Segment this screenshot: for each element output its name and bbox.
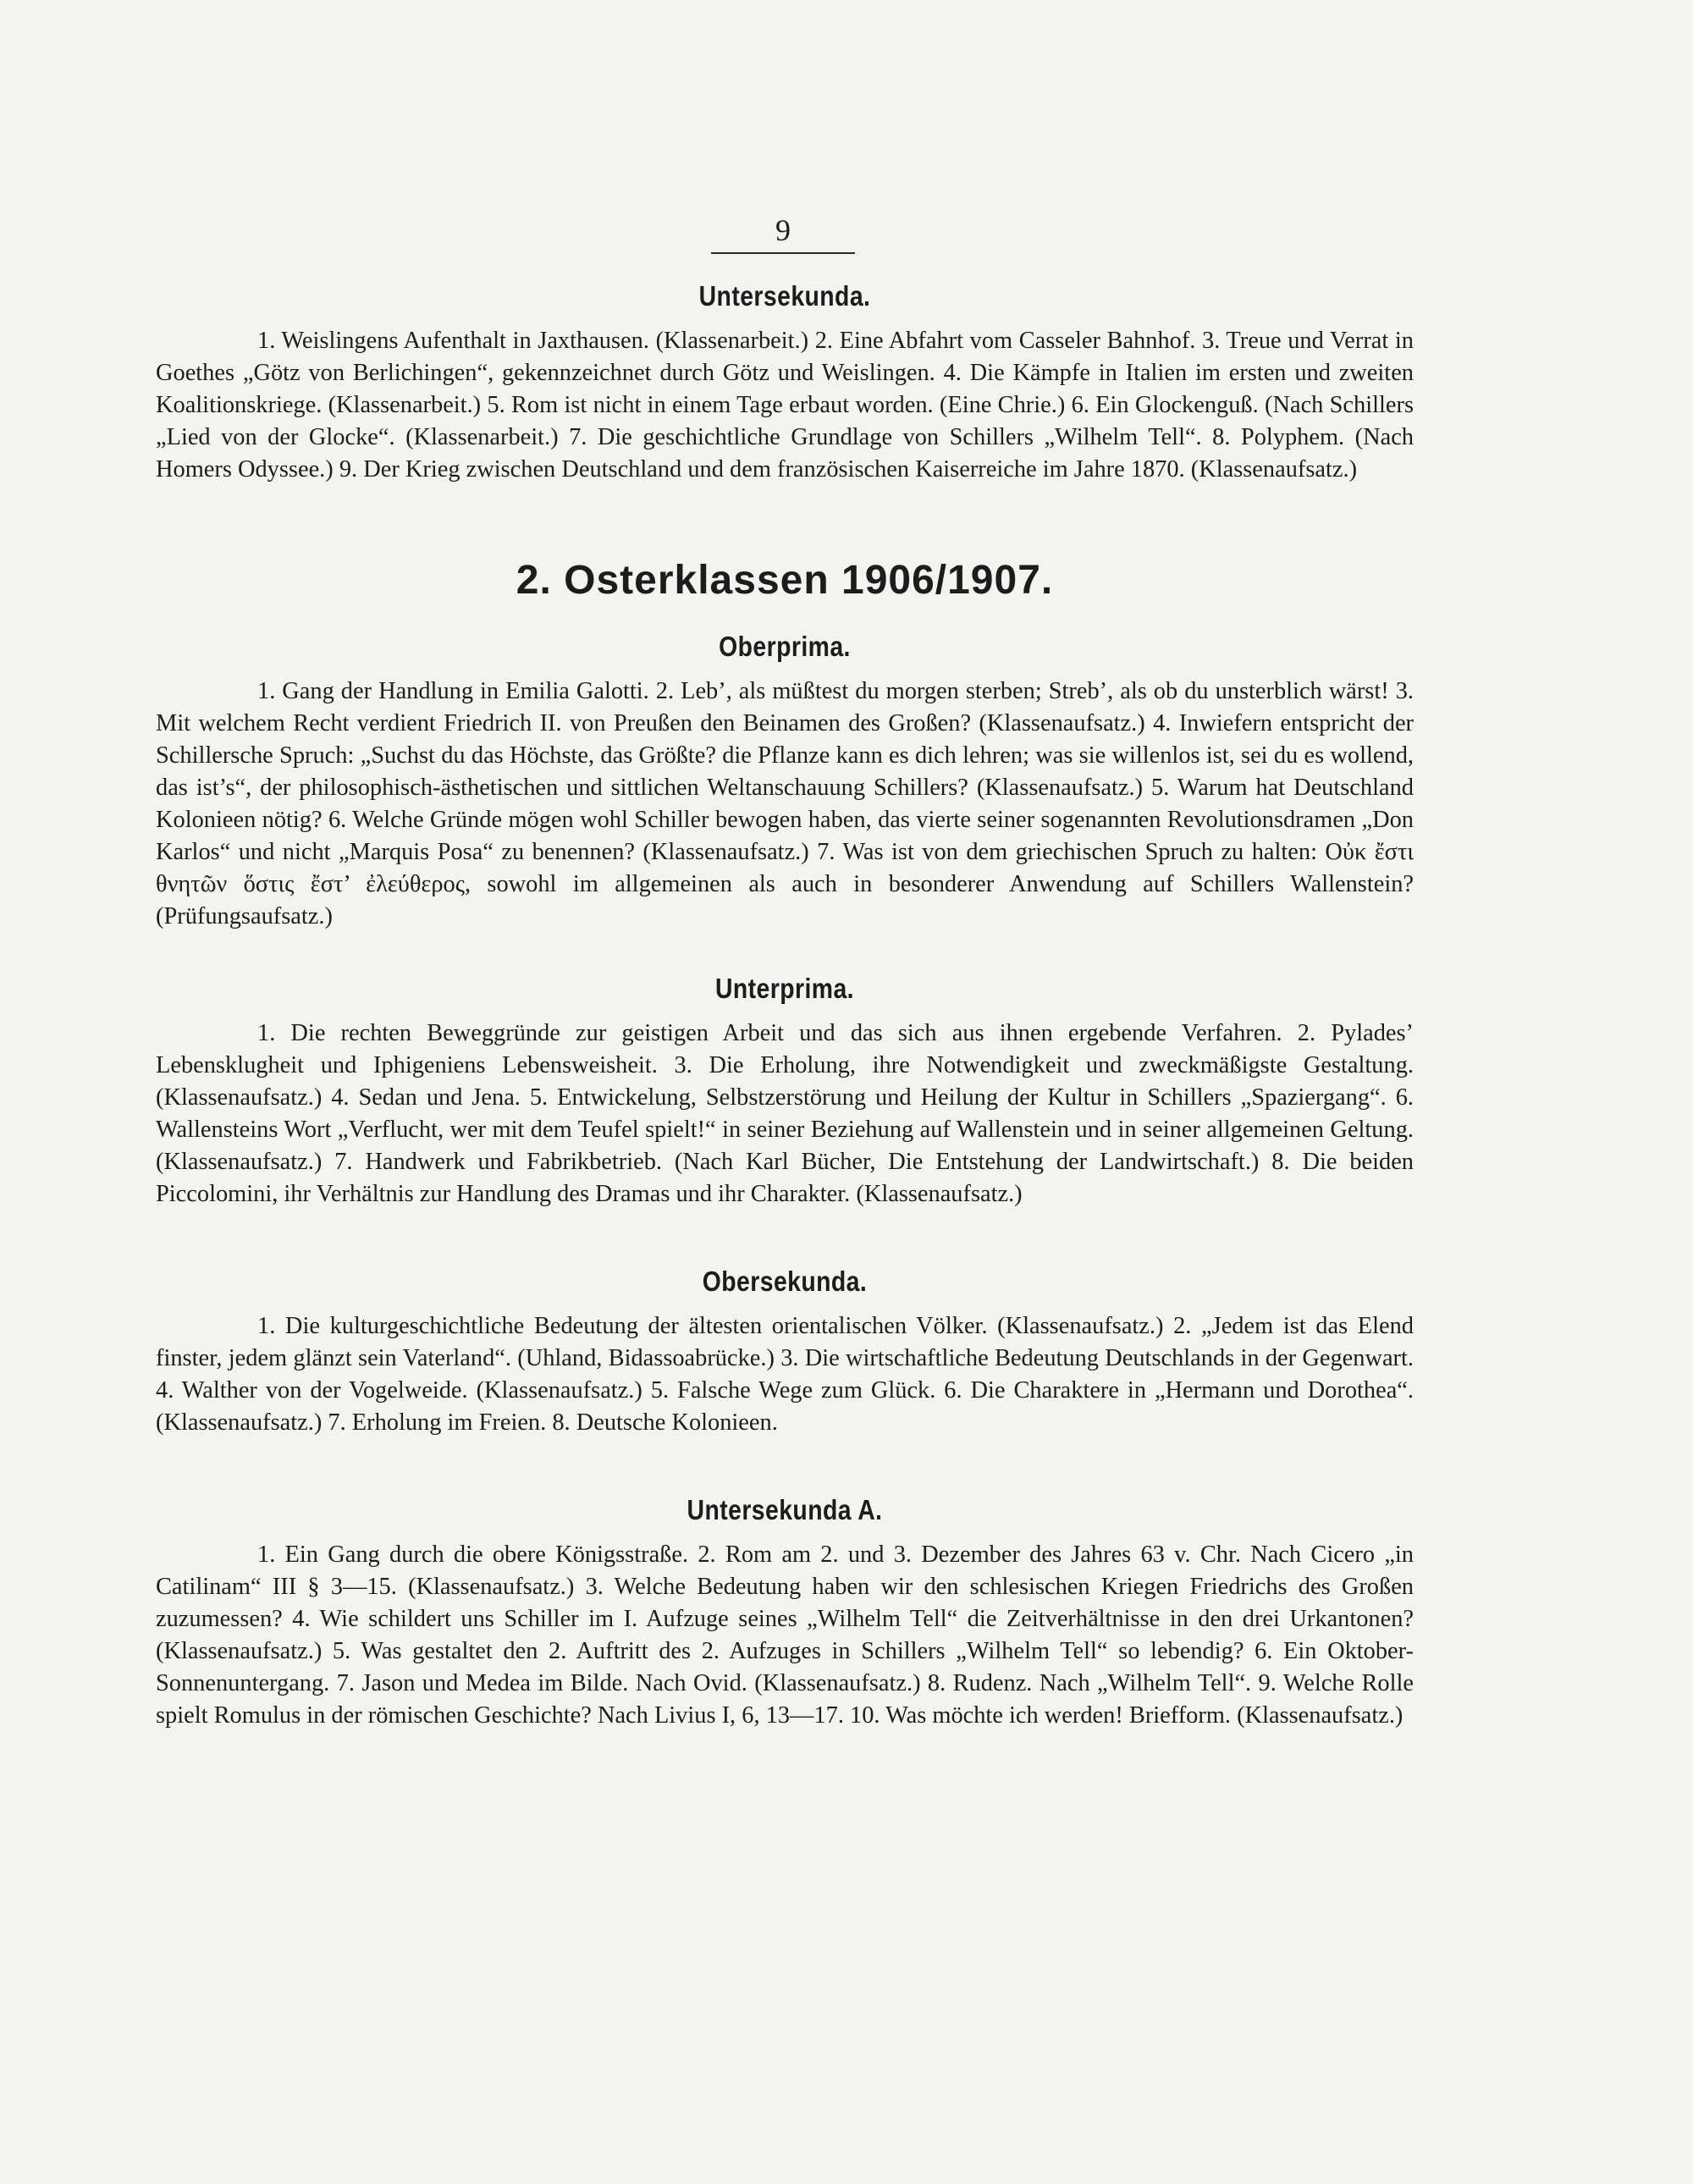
spacer <box>156 486 1414 557</box>
section-body-oberprima: 1. Gang der Handlung in Emilia Galotti. 2. Leb’, als müßtest du morgen sterben; Streb’, als ob du unsterblich wärst! 3. Mit welchem Recht verdient Friedrich II. von Preußen den Beinamen des Großen? (Klassenaufsatz.) 4. Inwiefern entspricht der Schillersche Spruch: „Suchst du das Höchste, das Größte? die Pflanze kann es dich lehren; was sie willenlos ist, sei du es wollend, das ist’s“, der philosophisch-ästhetischen und sittlichen Weltanschauung Schillers? (Klassenaufsatz.) 5. Warum hat Deutschland Kolonieen nötig? 6. Welche Gründe mögen wohl Schiller bewogen haben, das vierte seiner sogenannten Revolutionsdramen „Don Karlos“ und nicht „Marquis Posa“ zu benennen? (Klassenaufsatz.) 7. Was ist von dem griechischen Spruch zu halten: Οὐκ ἔστι θνητῶν ὅστις ἔστ’ ἐλεύθερος, sowohl im allgemeinen als auch in besonderer Anwendung auf Schillers Wallenstein? (Prüfungsaufsatz.) <box>156 678 1414 929</box>
page-number: 9 <box>711 213 855 254</box>
page-content <box>156 279 1414 1732</box>
section-osterklassen <box>156 557 1414 604</box>
section-untersekunda <box>156 279 1414 486</box>
spacer <box>156 1439 1414 1493</box>
section-heading-untersekunda-a: Untersekunda A. <box>687 1494 883 1525</box>
section-obersekunda <box>156 1265 1414 1439</box>
section-heading-untersekunda: Untersekunda. <box>698 280 871 312</box>
section-untersekunda-a <box>156 1493 1414 1732</box>
section-heading-unterprima: Unterprima. <box>714 973 855 1004</box>
section-heading-obersekunda: Obersekunda. <box>702 1266 868 1297</box>
spacer <box>156 933 1414 972</box>
section-body-untersekunda: 1. Weislingens Aufenthalt in Jaxthausen. (Klassenarbeit.) 2. Eine Abfahrt vom Casseler Bahnhof. 3. Treue und Verrat in Goethes „Götz von Berlichingen“, gekennzeichnet durch Götz und Weislingen. 4. Die Kämpfe in Italien im ersten und zweiten Koalitionskriege. (Klassenarbeit.) 5. Rom ist nicht in einem Tage erbaut worden. (Eine Chrie.) 6. Ein Glockenguß. (Nach Schillers „Lied von der Glocke“. (Klassenarbeit.) 7. Die geschichtliche Grundlage von Schillers „Wilhelm Tell“. 8. Polyphem. (Nach Homers Odyssee.) 9. Der Krieg zwischen Deutschland und dem französischen Kaiserreiche im Jahre 1870. (Klassenaufsatz.) <box>156 328 1414 483</box>
section-oberprima <box>156 630 1414 933</box>
section-body-obersekunda: 1. Die kulturgeschichtliche Bedeutung der ältesten orientalischen Völker. (Klassenaufsatz.) 2. „Jedem ist das Elend finster, jedem glänzt sein Vaterland“. (Uhland, Bidassoabrücke.) 3. Die wirtschaftliche Bedeutung Deutschlands in der Gegenwart. 4. Walther von der Vogelweide. (Klassenaufsatz.) 5. Falsche Wege zum Glück. 6. Die Charaktere in „Hermann und Dorothea“. (Klassenaufsatz.) 7. Erholung im Freien. 8. Deutsche Kolonieen. <box>156 1313 1414 1436</box>
major-heading-osterklassen: 2. Osterklassen 1906/1907. <box>516 558 1054 603</box>
section-body-untersekunda-a: 1. Ein Gang durch die obere Königsstraße. 2. Rom am 2. und 3. Dezember des Jahres 63 v. Chr. Nach Cicero „in Catilinam“ III § 3—15. (Klassenaufsatz.) 3. Welche Bedeutung haben wir den schlesischen Kriegen Friedrichs des Großen zuzumessen? 4. Wie schildert uns Schiller im I. Aufzuge seines „Wilhelm Tell“ die Zeitverhältnisse in den drei Urkantonen? (Klassenaufsatz.) 5. Was gestaltet den 2. Auftritt des 2. Aufzuges in Schillers „Wilhelm Tell“ so lebendig? 6. Ein Oktober-Sonnenuntergang. 7. Jason und Medea im Bilde. Nach Ovid. (Klassenaufsatz.) 8. Rudenz. Nach „Wilhelm Tell“. 9. Welche Rolle spielt Romulus in der römischen Geschichte? Nach Livius I, 6, 13—17. 10. Was möchte ich werden! Briefform. (Klassenaufsatz.) <box>156 1541 1414 1729</box>
section-heading-oberprima: Oberprima. <box>719 631 851 662</box>
section-body-unterprima: 1. Die rechten Beweggründe zur geistigen Arbeit und das sich aus ihnen ergebende Verfahren. 2. Pylades’ Lebensklugheit und Iphigeniens Lebensweisheit. 3. Die Erholung, ihre Notwendigkeit und zweckmäßigste Gestaltung. (Klassenaufsatz.) 4. Sedan und Jena. 5. Entwickelung, Selbstzerstörung und Heilung der Kultur in Schillers „Spaziergang“. 6. Wallensteins Wort „Verflucht, wer mit dem Teufel spielt!“ in seiner Beziehung auf Wallenstein und in seiner allgemeinen Geltung. (Klassenaufsatz.) 7. Handwerk und Fabrikbetrieb. (Nach Karl Bücher, Die Entstehung der Landwirtschaft.) 8. Die beiden Piccolomini, ihr Verhältnis zur Handlung des Dramas und ihr Charakter. (Klassenaufsatz.) <box>156 1020 1414 1207</box>
section-unterprima <box>156 972 1414 1211</box>
spacer <box>156 1211 1414 1265</box>
